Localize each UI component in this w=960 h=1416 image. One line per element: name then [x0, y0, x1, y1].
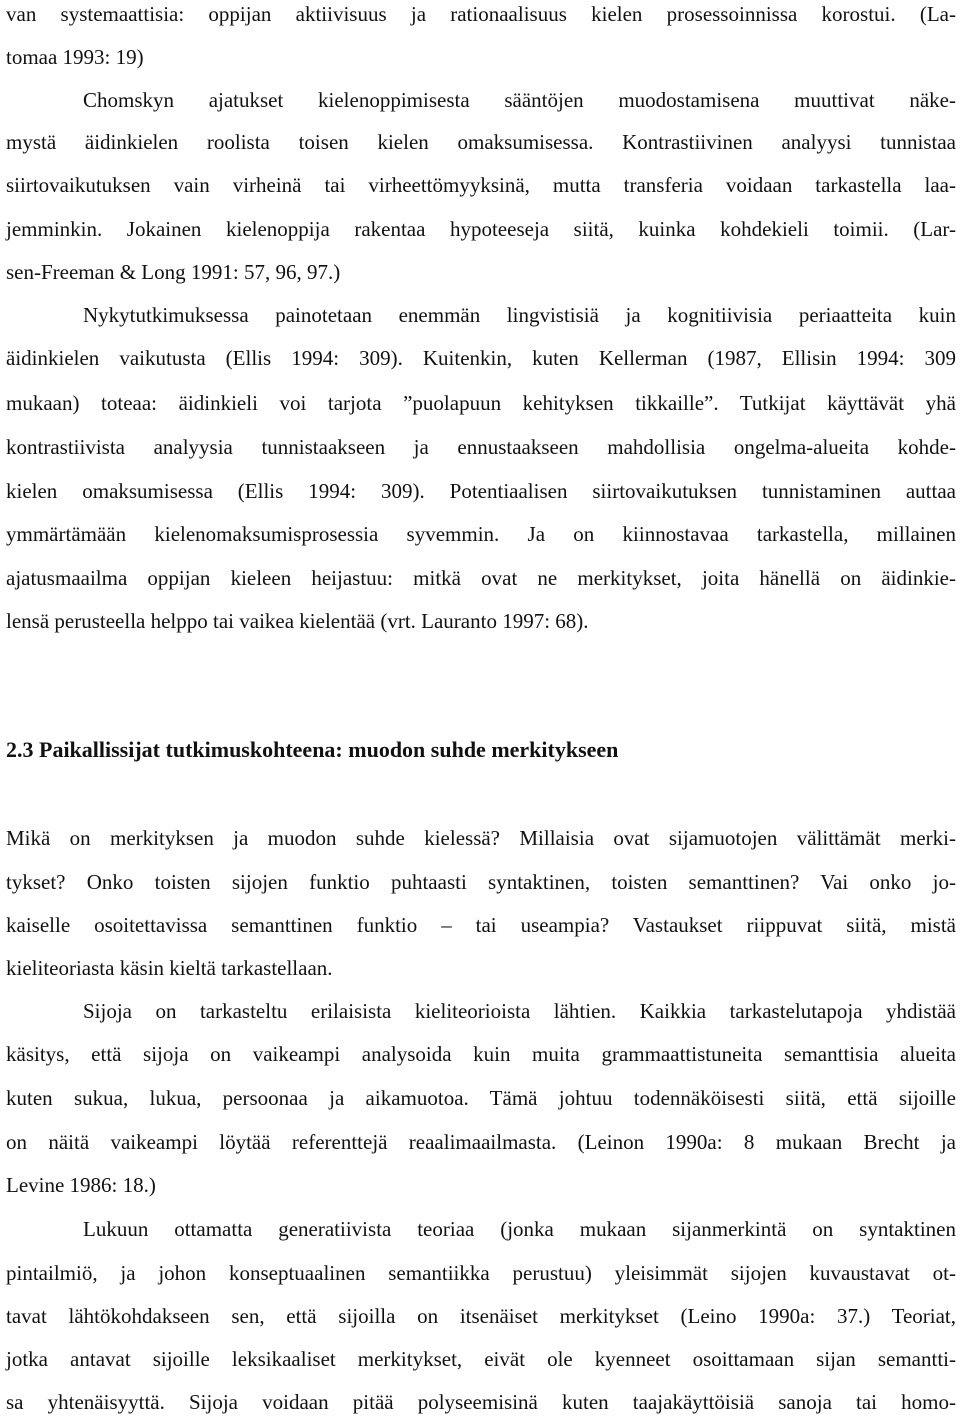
paragraph-line: tomaa 1993: 19): [6, 45, 144, 69]
paragraph-line: kuten sukua, lukua, persoonaa ja aikamuotoa. Tämä johtuu todennäköisesti siitä, että sijoille: [6, 1086, 956, 1110]
paragraph-line: lensä perusteella helppo tai vaikea kielentää (vrt. Lauranto 1997: 68).: [6, 609, 589, 633]
paragraph-line: mukaan) toteaa: äidinkieli voi tarjota ”puolapuun kehityksen tikkaille”. Tutkijat käyttävät yhä: [6, 391, 956, 415]
paragraph-line: mystä äidinkielen roolista toisen kielen omaksumisessa. Kontrastiivinen analyysi tunnistaa: [6, 130, 956, 154]
paragraph-line: Mikä on merkityksen ja muodon suhde kielessä? Millaisia ovat sijamuotojen välittämät merki-: [6, 826, 956, 850]
paragraph-line: ajatusmaailma oppijan kieleen heijastuu: mitkä ovat ne merkitykset, joita hänellä on äidinkie-: [6, 566, 956, 590]
paragraph-line: tykset? Onko toisten sijojen funktio puhtaasti syntaktinen, toisten semanttinen? Vai onko jo-: [6, 870, 956, 894]
paragraph-line: pintailmiö, ja johon konseptuaalinen semantiikka perustuu) yleisimmät sijojen kuvaustavat ot-: [6, 1261, 956, 1285]
paragraph-line: sa yhtenäisyyttä. Sijoja voidaan pitää polyseemisinä kuten taajakäyttöisiä sanoja tai homo-: [6, 1390, 956, 1414]
section-heading: 2.3 Paikallissijat tutkimuskohteena: muodon suhde merkitykseen: [6, 737, 619, 762]
paragraph-line: jotka antavat sijoille leksikaaliset merkitykset, eivät ole kyenneet osoittamaan sijan semantti-: [6, 1347, 956, 1371]
paragraph-line: Lukuun ottamatta generatiivista teoriaa (jonka mukaan sijanmerkintä on syntaktinen: [83, 1217, 956, 1241]
paragraph-line: kaiselle osoitettavissa semanttinen funktio – tai useampia? Vastaukset riippuvat siitä, mistä: [6, 913, 956, 937]
paragraph-line: on näitä vaikeampi löytää referenttejä reaalimaailmasta. (Leinon 1990a: 8 mukaan Brecht ja: [6, 1130, 956, 1154]
paragraph-line: siirtovaikutuksen vain virheinä tai virheettömyyksinä, mutta transferia voidaan tarkastella laa-: [6, 173, 956, 197]
paragraph-line: Sijoja on tarkasteltu erilaisista kieliteorioista lähtien. Kaikkia tarkastelutapoja yhdistää: [83, 999, 956, 1023]
paragraph-line: Chomskyn ajatukset kielenoppimisesta sääntöjen muodostamisena muuttivat näke-: [83, 88, 956, 112]
paragraph-line: Nykytutkimuksessa painotetaan enemmän lingvistisiä ja kognitiivisia periaatteita kuin: [83, 303, 956, 327]
paragraph-line: kieliteoriasta käsin kieltä tarkastellaan.: [6, 956, 333, 980]
paragraph-line: ymmärtämään kielenomaksumisprosessia syvemmin. Ja on kiinnostavaa tarkastella, millainen: [6, 522, 956, 546]
paragraph-line: jemminkin. Jokainen kielenoppija rakentaa hypoteeseja siitä, kuinka kohdekieli toimii. (Lar-: [6, 217, 956, 241]
paragraph-line: äidinkielen vaikutusta (Ellis 1994: 309). Kuitenkin, kuten Kellerman (1987, Ellisin 1994: 309: [6, 346, 956, 370]
paragraph-line: van systemaattisia: oppijan aktiivisuus ja rationaalisuus kielen prosessoinnissa korostui. (La-: [6, 2, 956, 26]
paragraph-line: kielen omaksumisessa (Ellis 1994: 309). Potentiaalisen siirtovaikutuksen tunnistaminen auttaa: [6, 479, 956, 503]
paragraph-line: Levine 1986: 18.): [6, 1173, 156, 1197]
paragraph-line: käsitys, että sijoja on vaikeampi analysoida kuin muita grammaattistuneita semanttisia alueita: [6, 1042, 956, 1066]
paragraph-line: kontrastiivista analyysia tunnistaakseen ja ennustaakseen mahdollisia ongelma-alueita kohde-: [6, 435, 956, 459]
paragraph-line: tavat lähtökohdakseen sen, että sijoilla on itsenäiset merkitykset (Leino 1990a: 37.) Teoriat,: [6, 1304, 956, 1328]
paragraph-line: sen-Freeman & Long 1991: 57, 96, 97.): [6, 260, 341, 284]
